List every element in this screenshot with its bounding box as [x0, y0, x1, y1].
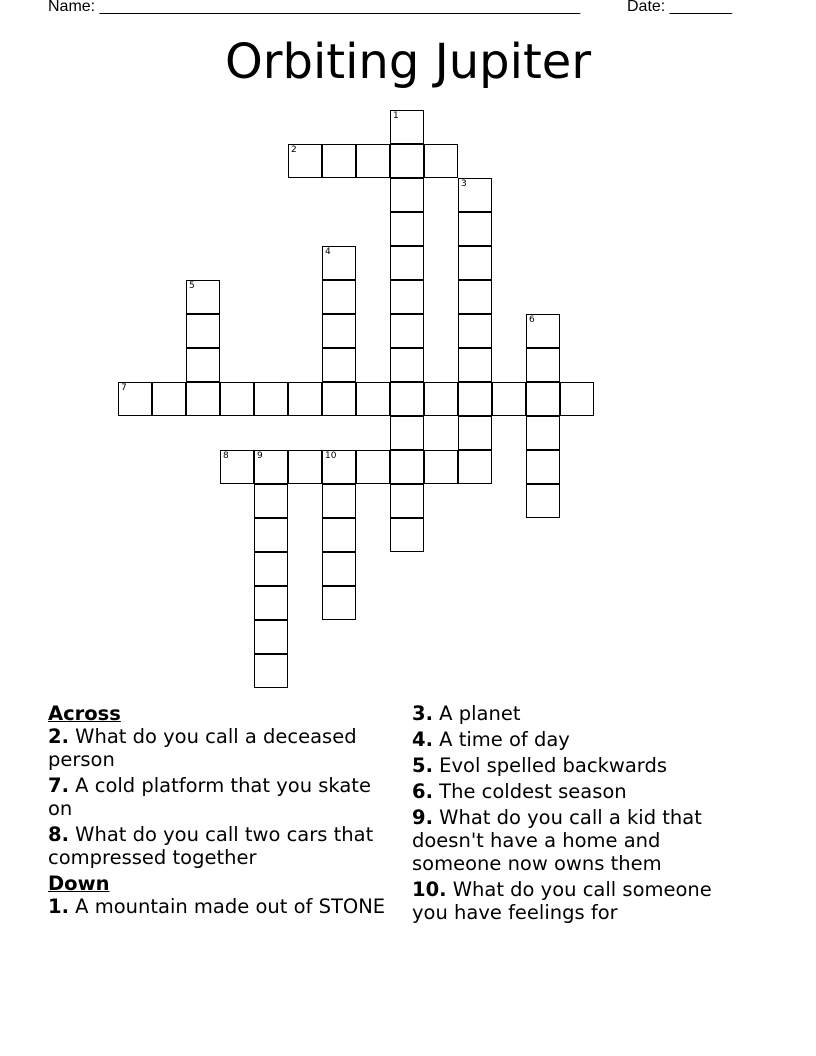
grid-cell[interactable] — [390, 450, 424, 484]
grid-cell[interactable] — [254, 382, 288, 416]
clue-across-8 — [48, 823, 388, 869]
clue-text: What do you call someone you have feelings for — [412, 878, 712, 924]
clue-number: 10. — [412, 878, 447, 901]
grid-cell[interactable] — [526, 382, 560, 416]
grid-cell[interactable] — [220, 382, 254, 416]
grid-cell[interactable] — [322, 484, 356, 518]
grid-cell[interactable] — [322, 586, 356, 620]
grid-cell[interactable] — [458, 178, 492, 212]
grid-cell[interactable] — [254, 586, 288, 620]
grid-cell[interactable] — [390, 484, 424, 518]
grid-cell[interactable] — [390, 382, 424, 416]
grid-cell[interactable] — [356, 382, 390, 416]
grid-cell[interactable] — [322, 144, 356, 178]
grid-cell[interactable] — [322, 314, 356, 348]
clue-text: What do you call a kid that doesn't have a home and someone now owns them — [412, 806, 702, 875]
grid-cell[interactable] — [356, 450, 390, 484]
clue-number: 6. — [412, 780, 433, 803]
grid-cell[interactable] — [322, 450, 356, 484]
grid-cell[interactable] — [526, 484, 560, 518]
grid-cell[interactable] — [322, 552, 356, 586]
grid-cell[interactable] — [186, 348, 220, 382]
down-heading: Down — [48, 872, 110, 895]
clue-across-2 — [48, 725, 388, 771]
grid-cell[interactable] — [458, 246, 492, 280]
grid-cell[interactable] — [458, 450, 492, 484]
grid-cell[interactable] — [458, 382, 492, 416]
cell-number: 9 — [257, 451, 263, 461]
cell-number: 1 — [393, 111, 399, 121]
grid-cell[interactable] — [322, 246, 356, 280]
grid-cell[interactable] — [458, 314, 492, 348]
cell-number: 10 — [325, 451, 337, 461]
grid-cell[interactable] — [390, 416, 424, 450]
grid-cell[interactable] — [322, 280, 356, 314]
cell-number: 5 — [189, 281, 195, 291]
clue-down-6 — [412, 780, 752, 803]
grid-cell[interactable] — [560, 382, 594, 416]
clue-number: 9. — [412, 806, 433, 829]
grid-cell[interactable] — [220, 450, 254, 484]
clue-down-5 — [412, 754, 752, 777]
cell-number: 8 — [223, 451, 229, 461]
grid-cell[interactable] — [390, 280, 424, 314]
grid-cell[interactable] — [118, 382, 152, 416]
grid-cell[interactable] — [254, 654, 288, 688]
grid-cell[interactable] — [322, 382, 356, 416]
grid-cell[interactable] — [390, 314, 424, 348]
clue-text: A time of day — [432, 728, 570, 751]
clue-text: A mountain made out of STONE — [68, 895, 386, 918]
clue-text: A cold platform that you skate on — [48, 774, 371, 820]
grid-cell[interactable] — [322, 518, 356, 552]
grid-cell[interactable] — [458, 280, 492, 314]
clue-down-9 — [412, 806, 752, 875]
grid-cell[interactable] — [390, 348, 424, 382]
clues-right-column — [412, 702, 752, 927]
grid-cell[interactable] — [254, 484, 288, 518]
grid-cell[interactable] — [288, 144, 322, 178]
grid-cell[interactable] — [458, 416, 492, 450]
clue-text: What do you call two cars that compressed together — [48, 823, 374, 869]
cell-number: 2 — [291, 145, 297, 155]
grid-cell[interactable] — [322, 348, 356, 382]
grid-cell[interactable] — [526, 450, 560, 484]
grid-cell[interactable] — [458, 348, 492, 382]
clue-number: 3. — [412, 702, 433, 725]
grid-cell[interactable] — [288, 450, 322, 484]
cell-number: 7 — [121, 383, 127, 393]
cell-number: 3 — [461, 179, 467, 189]
date-line: Date: _______ — [627, 0, 732, 15]
clue-down-1 — [48, 895, 388, 918]
clue-down-3 — [412, 702, 752, 725]
clue-text: The coldest season — [432, 780, 627, 803]
clue-text: A planet — [432, 702, 521, 725]
grid-cell[interactable] — [356, 144, 390, 178]
clue-number: 5. — [412, 754, 433, 777]
grid-cell[interactable] — [254, 518, 288, 552]
grid-cell[interactable] — [254, 552, 288, 586]
clue-number: 4. — [412, 728, 433, 751]
grid-cell[interactable] — [390, 212, 424, 246]
grid-cell[interactable] — [186, 280, 220, 314]
grid-cell[interactable] — [254, 620, 288, 654]
clue-down-10 — [412, 878, 752, 924]
grid-cell[interactable] — [526, 416, 560, 450]
grid-cell[interactable] — [526, 348, 560, 382]
cell-number: 6 — [529, 315, 535, 325]
clue-number: 2. — [48, 725, 69, 748]
grid-cell[interactable] — [390, 178, 424, 212]
clue-text: Evol spelled backwards — [432, 754, 667, 777]
clue-across-7 — [48, 774, 388, 820]
grid-cell[interactable] — [458, 212, 492, 246]
clue-down-4 — [412, 728, 752, 751]
grid-cell[interactable] — [288, 382, 322, 416]
across-heading: Across — [48, 702, 121, 725]
clue-number: 8. — [48, 823, 69, 846]
grid-cell[interactable] — [492, 382, 526, 416]
grid-cell[interactable] — [424, 450, 458, 484]
grid-cell[interactable] — [526, 314, 560, 348]
grid-cell[interactable] — [186, 382, 220, 416]
clues-left-column — [48, 702, 388, 921]
clue-number: 7. — [48, 774, 69, 797]
grid-cell[interactable] — [424, 382, 458, 416]
clue-number: 1. — [48, 895, 69, 918]
grid-cell[interactable] — [390, 110, 424, 144]
grid-cell[interactable] — [390, 246, 424, 280]
grid-cell[interactable] — [390, 144, 424, 178]
name-line: Name: ______________________________________________________ — [48, 0, 581, 15]
grid-cell[interactable] — [186, 314, 220, 348]
grid-cell[interactable] — [254, 450, 288, 484]
grid-cell[interactable] — [390, 518, 424, 552]
cell-number: 4 — [325, 247, 331, 257]
grid-cell[interactable] — [424, 144, 458, 178]
grid-cell[interactable] — [152, 382, 186, 416]
clue-text: What do you call a deceased person — [48, 725, 357, 771]
page-title: Orbiting Jupiter — [224, 34, 592, 90]
